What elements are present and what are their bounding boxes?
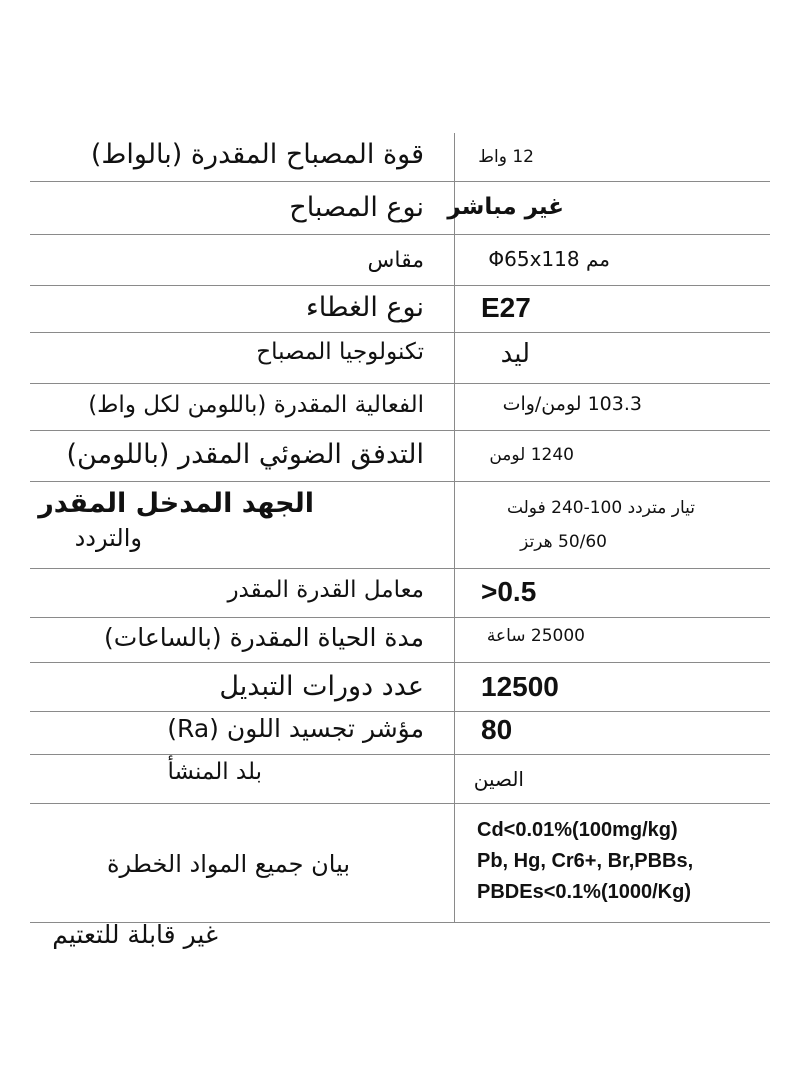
label-cap-type: نوع الغطاء bbox=[306, 292, 424, 323]
label-lamp-technology: تكنولوجيا المصباح bbox=[256, 339, 424, 365]
value-hazardous-line2: Pb, Hg, Cr6+, Br,PBBs, bbox=[477, 850, 694, 872]
table-row bbox=[30, 133, 770, 182]
table-row bbox=[30, 712, 770, 755]
value-cell bbox=[454, 569, 770, 617]
table-row bbox=[30, 618, 770, 663]
label-cell bbox=[30, 431, 454, 481]
value-cell bbox=[454, 431, 770, 481]
value-cell bbox=[454, 482, 770, 568]
table-row bbox=[30, 333, 770, 384]
table-row bbox=[30, 182, 770, 235]
label-cell bbox=[30, 235, 454, 285]
label-switching-cycles: عدد دورات التبديل bbox=[219, 671, 424, 702]
label-cell bbox=[30, 286, 454, 332]
label-power-factor: معامل القدرة المقدر bbox=[227, 577, 424, 603]
value-cap-type: E27 bbox=[481, 292, 531, 323]
value-cell bbox=[454, 618, 770, 662]
label-cell bbox=[30, 804, 454, 922]
table-row bbox=[30, 804, 770, 923]
value-cell bbox=[454, 133, 770, 181]
label-cell bbox=[30, 482, 454, 568]
spec-table bbox=[30, 133, 770, 923]
label-cell bbox=[30, 133, 454, 181]
value-luminous-flux: 1240 لومن bbox=[489, 445, 574, 465]
label-input-voltage-line1: الجهد المدخل المقدر bbox=[38, 488, 314, 519]
table-row bbox=[30, 755, 770, 804]
value-input-voltage-line2: 50/60 هرتز bbox=[520, 532, 607, 552]
value-lamp-technology: ليد bbox=[500, 339, 530, 369]
value-color-rendering-index: 80 bbox=[481, 714, 513, 745]
label-cell bbox=[30, 333, 454, 383]
label-cell bbox=[30, 569, 454, 617]
value-cell bbox=[454, 755, 770, 803]
label-cell bbox=[30, 755, 454, 803]
value-cell bbox=[454, 235, 770, 285]
value-rated-life: 25000 ساعة bbox=[486, 626, 585, 646]
label-color-rendering-index: مؤشر تجسيد اللون (Ra) bbox=[167, 714, 424, 743]
footer-note: غير قابلة للتعتيم bbox=[52, 920, 218, 949]
value-hazardous-line1: Cd<0.01%(100mg/kg) bbox=[477, 819, 678, 841]
label-luminous-flux: التدفق الضوئي المقدر (باللومن) bbox=[66, 439, 424, 470]
value-cell bbox=[454, 384, 770, 430]
table-row bbox=[30, 384, 770, 431]
label-rated-efficacy: الفعالية المقدرة (باللومن لكل واط) bbox=[88, 392, 424, 418]
value-size: Φ65x118 مم bbox=[488, 247, 610, 271]
value-cell bbox=[447, 182, 770, 234]
table-row bbox=[30, 482, 770, 569]
label-cell bbox=[30, 712, 454, 754]
label-rated-life: مدة الحياة المقدرة (بالساعات) bbox=[103, 623, 424, 652]
value-cell bbox=[454, 286, 770, 332]
table-row bbox=[30, 431, 770, 482]
label-lamp-type: نوع المصباح bbox=[289, 192, 424, 223]
value-hazardous-line3: PBDEs<0.1%(1000/Kg) bbox=[477, 881, 691, 903]
label-cell bbox=[30, 182, 454, 234]
value-cell bbox=[454, 663, 770, 711]
value-cell bbox=[454, 804, 770, 922]
label-hazardous-materials: بيان جميع المواد الخطرة bbox=[106, 850, 350, 878]
table-row bbox=[30, 286, 770, 333]
label-cell bbox=[30, 384, 454, 430]
value-rated-power: 12 واط bbox=[478, 147, 534, 167]
value-country-of-origin: الصين bbox=[473, 767, 524, 791]
table-row bbox=[30, 569, 770, 618]
table-row bbox=[30, 235, 770, 286]
value-input-voltage-line1: تيار متردد 100-240 فولت bbox=[506, 498, 695, 518]
label-country-of-origin: بلد المنشأ bbox=[167, 759, 262, 785]
value-cell bbox=[454, 712, 770, 754]
value-switching-cycles: 12500 bbox=[481, 671, 559, 702]
label-cell bbox=[30, 618, 454, 662]
value-rated-efficacy: 103.3 لومن/وات bbox=[502, 393, 642, 415]
table-row bbox=[30, 663, 770, 712]
label-cell bbox=[30, 663, 454, 711]
value-cell bbox=[454, 333, 770, 383]
value-power-factor: >0.5 bbox=[481, 576, 537, 607]
label-rated-power: قوة المصباح المقدرة (بالواط) bbox=[90, 139, 424, 170]
label-input-voltage-line2: والتردد bbox=[74, 524, 142, 552]
value-lamp-type: غير مباشر bbox=[447, 194, 564, 220]
label-size: مقاس bbox=[367, 248, 424, 273]
